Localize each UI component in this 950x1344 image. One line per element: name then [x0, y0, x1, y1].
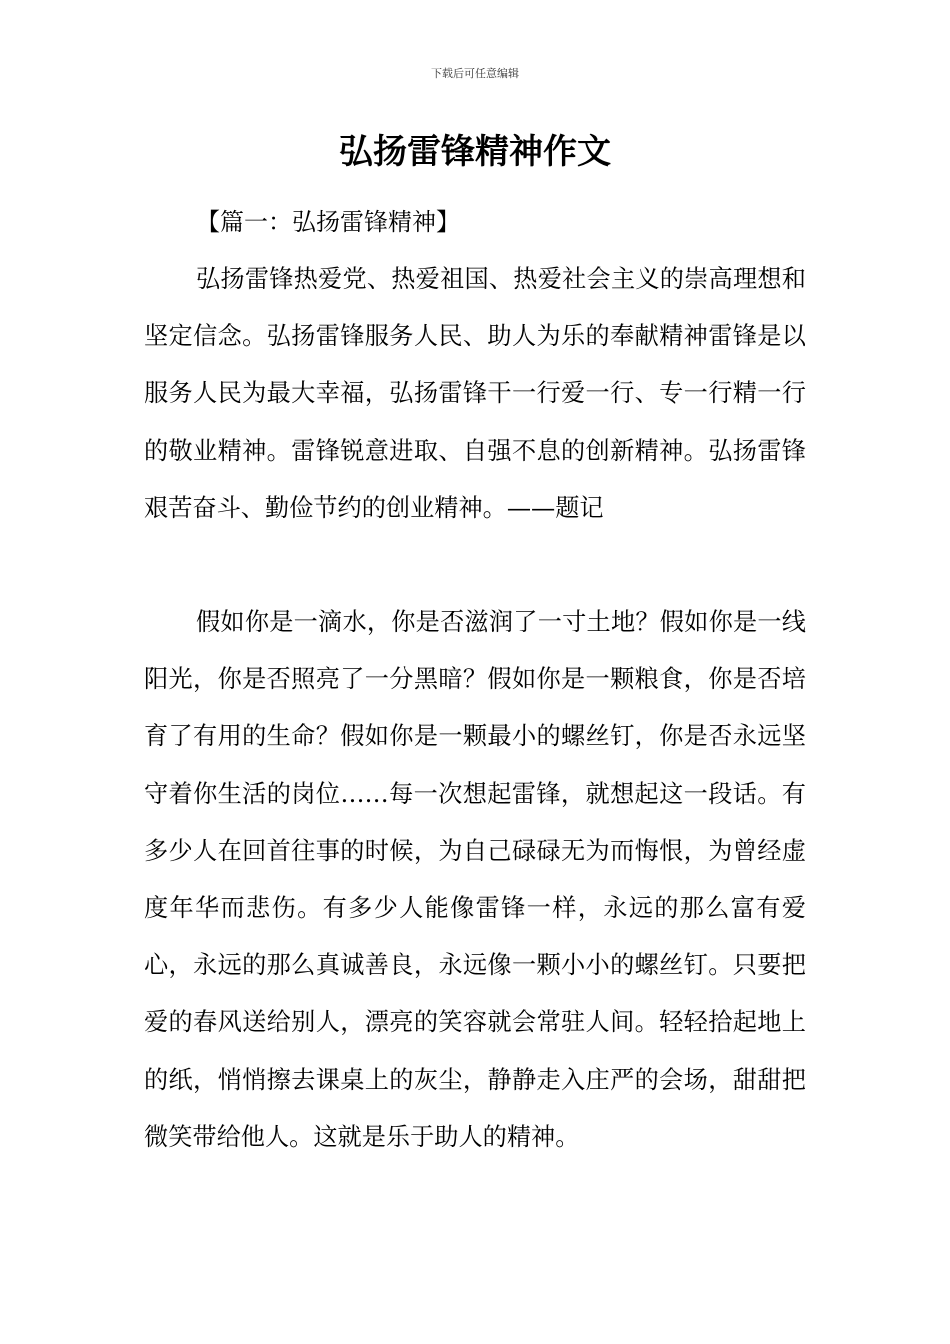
section-heading: 【篇一：弘扬雷锋精神】: [196, 208, 460, 236]
paragraph-epigraph: 弘扬雷锋热爱党、热爱祖国、热爱社会主义的崇高理想和坚定信念。弘扬雷锋服务人民、助人为乐的奉献精神雷锋是以服务人民为最大幸福，弘扬雷锋干一行爱一行、专一行精一行的敬业精神。雷锋锐意进取、自强不息的创新精神。弘扬雷锋艰苦奋斗、勤俭节约的创业精神。——题记: [144, 265, 806, 522]
document-title: 弘扬雷锋精神作文: [339, 132, 611, 172]
paragraph-body: 假如你是一滴水，你是否滋润了一寸土地？假如你是一线阳光，你是否照亮了一分黑暗？假如你是一颗粮食，你是否培育了有用的生命？假如你是一颗最小的螺丝钉，你是否永远坚守着你生活的岗位……每一次想起雷锋，就想起这一段话。有多少人在回首往事的时候，为自己碌碌无为而悔恨，为曾经虚度年华而悲伤。有多少人能像雷锋一样，永远的那么富有爱心，永远的那么真诚善良，永远像一颗小小的螺丝钉。只要把爱的春风送给别人，漂亮的笑容就会常驻人间。轻轻拾起地上的纸，悄悄擦去课桌上的灰尘，静静走入庄严的会场，甜甜把微笑带给他人。这就是乐于助人的精神。: [144, 608, 806, 1151]
header-note: 下载后可任意编辑: [431, 67, 519, 80]
